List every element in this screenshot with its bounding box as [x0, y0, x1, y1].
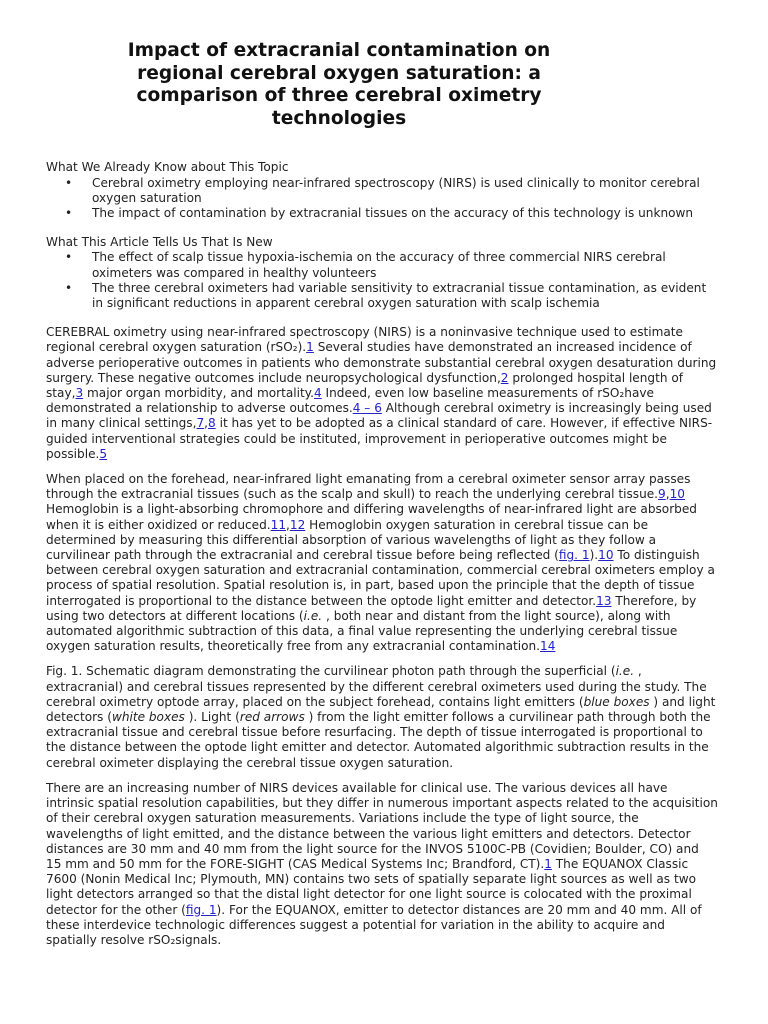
paragraph-intro: CEREBRAL oximetry using near-infrared spectroscopy (NIRS) is a noninvasive technique used to estimate regional cerebral oxygen saturation (rSO₂).1 Several studies have demonstrated an increased incidence of adverse perioperative outcomes in patients who demonstrate substantial cerebral oxygen desaturation during surgery. These negative outcomes include neuropsychological dysfunction,2 prolonged hospital length of stay,3 major organ morbidity, and mortality.4 Indeed, even low baseline measurements of rSO₂have demonstrated a relationship to adverse outcomes.4 – 6 Although cerebral oximetry is increasingly being used in many clinical settings,7,8 it has yet to be adopted as a clinical standard of care. However, if effective NIRS-guided interventional strategies could be instituted, improvement in perioperative outcomes might be possible.5 — [46, 325, 717, 461]
new-list — [46, 250, 718, 311]
reference-link[interactable]: 10 — [669, 487, 685, 502]
list-item: • The effect of scalp tissue hypoxia-ischemia on the accuracy of three commercial NIRS cerebral oximeters was compared in healthy volunteers — [92, 250, 718, 280]
known-section — [46, 160, 718, 221]
list-item: • Cerebral oximetry employing near-infrared spectroscopy (NIRS) is used clinically to monitor cerebral oxygen saturation — [92, 176, 718, 206]
figure-link[interactable]: fig. 1 — [558, 548, 590, 563]
reference-link[interactable]: 2 — [500, 370, 509, 385]
reference-link[interactable]: 4 — [352, 401, 361, 416]
list-item: • The impact of contamination by extracranial tissues on the accuracy of this technology is unknown — [92, 206, 718, 221]
reference-link[interactable]: 8 — [208, 416, 216, 431]
figure-caption: Fig. 1. Schematic diagram demonstrating the curvilinear photon path through the superficial (i.e. , extracranial) and cerebral tissues represented by the different cerebral oximeters used during the study. The cerebral oximetry optode array, placed on the subject forehead, contains light emitters (blue boxes ) and light detectors (white boxes ). Light (red arrows ) from the light emitter follows a curvilinear path through both the extracranial tissue and cerebral tissue before resurfacing. The depth of tissue interrogated is proportional to the distance between the optode light emitter and detector. Automated algorithmic subtraction results in the cerebral oximeter displaying the cerebral tissue oxygen saturation. — [46, 664, 716, 770]
figure-link[interactable]: fig. 1 — [185, 902, 217, 917]
paragraph-devices: There are an increasing number of NIRS devices available for clinical use. The various devices all have intrinsic spatial resolution capabilities, but they differ in numerous important aspects related to the acquisition of their cerebral oxygen saturation measurements. Variations include the type of light source, the wavelengths of light emitted, and the distance between the various light emitters and detectors. Detector distances are 30 mm and 40 mm from the light source for the INVOS 5100C-PB (Covidien; Boulder, CO) and 15 mm and 50 mm for the FORE-SIGHT (CAS Medical Systems Inc; Brandford, CT).1 The EQUANOX Classic 7600 (Nonin Medical Inc; Plymouth, MN) contains two sets of spatially separate light sources as well as two light detectors arranged so that the distal light detector for one light source is colocated with the proximal detector for the other (fig. 1). For the EQUANOX, emitter to detector distances are 20 mm and 40 mm. All of these interdevice technologic differences suggest a potential for variation in the ability to acquire and spatially resolve rSO₂signals. — [46, 780, 718, 947]
new-section — [46, 235, 718, 311]
known-label: What We Already Know about This Topic — [46, 160, 289, 175]
reference-link[interactable]: 12 — [289, 517, 306, 532]
paragraph-forehead: When placed on the forehead, near-infrared light emanating from a cerebral oximeter sensor array passes through the extracranial tissues (such as the scalp and skull) to reach the underlying cerebral tissue.9,10 Hemoglobin is a light-absorbing chromophore and differing wavelengths of near-infrared light are absorbed when it is either oxidized or reduced.11,12 Hemoglobin oxygen saturation in cerebral tissue can be determined by measuring this differential absorption of various wavelengths of light as they follow a curvilinear path through the extracranial and cerebral tissue before being reflected (fig. 1).10 To distinguish between cerebral oxygen saturation and extracranial contamination, commercial cerebral oximeters employ a process of spatial resolution. Spatial resolution is, in part, based upon the principle that the depth of tissue interrogated is proportional to the distance between the optode light emitter and detector.13 Therefore, by using two detectors at different locations (i.e. , both near and distant from the light source), along with automated algorithmic subtraction of this data, a final value representing the underlying cerebral tissue oxygen saturation results, theoretically free from any extracranial contamination.14 — [46, 472, 715, 654]
reference-link[interactable]: 4 — [314, 386, 322, 401]
reference-link[interactable]: 10 — [598, 548, 614, 563]
reference-link[interactable]: 3 — [75, 386, 84, 401]
list-item: • The three cerebral oximeters had variable sensitivity to extracranial tissue contamination, as evident in significant reductions in apparent cerebral oxygen saturation with scalp ischemia — [92, 281, 718, 311]
known-list — [46, 176, 718, 222]
reference-link[interactable]: 9 — [658, 487, 666, 502]
reference-link[interactable]: 6 — [374, 401, 382, 416]
article — [46, 40, 718, 958]
title-block — [46, 40, 646, 130]
new-label: What This Article Tells Us That Is New — [46, 235, 273, 250]
reference-link[interactable]: 1 — [306, 340, 314, 355]
reference-link[interactable]: 1 — [544, 856, 552, 871]
reference-link[interactable]: 7 — [196, 416, 205, 431]
reference-link[interactable]: 14 — [540, 639, 556, 654]
reference-link[interactable]: 11 — [270, 517, 287, 532]
reference-link[interactable]: 13 — [596, 593, 612, 608]
article-title: Impact of extracranial contamination on regional cerebral oxygen saturation: a comparison of three cerebral oximetry technologies — [127, 40, 551, 129]
reference-link[interactable]: 5 — [99, 446, 108, 461]
